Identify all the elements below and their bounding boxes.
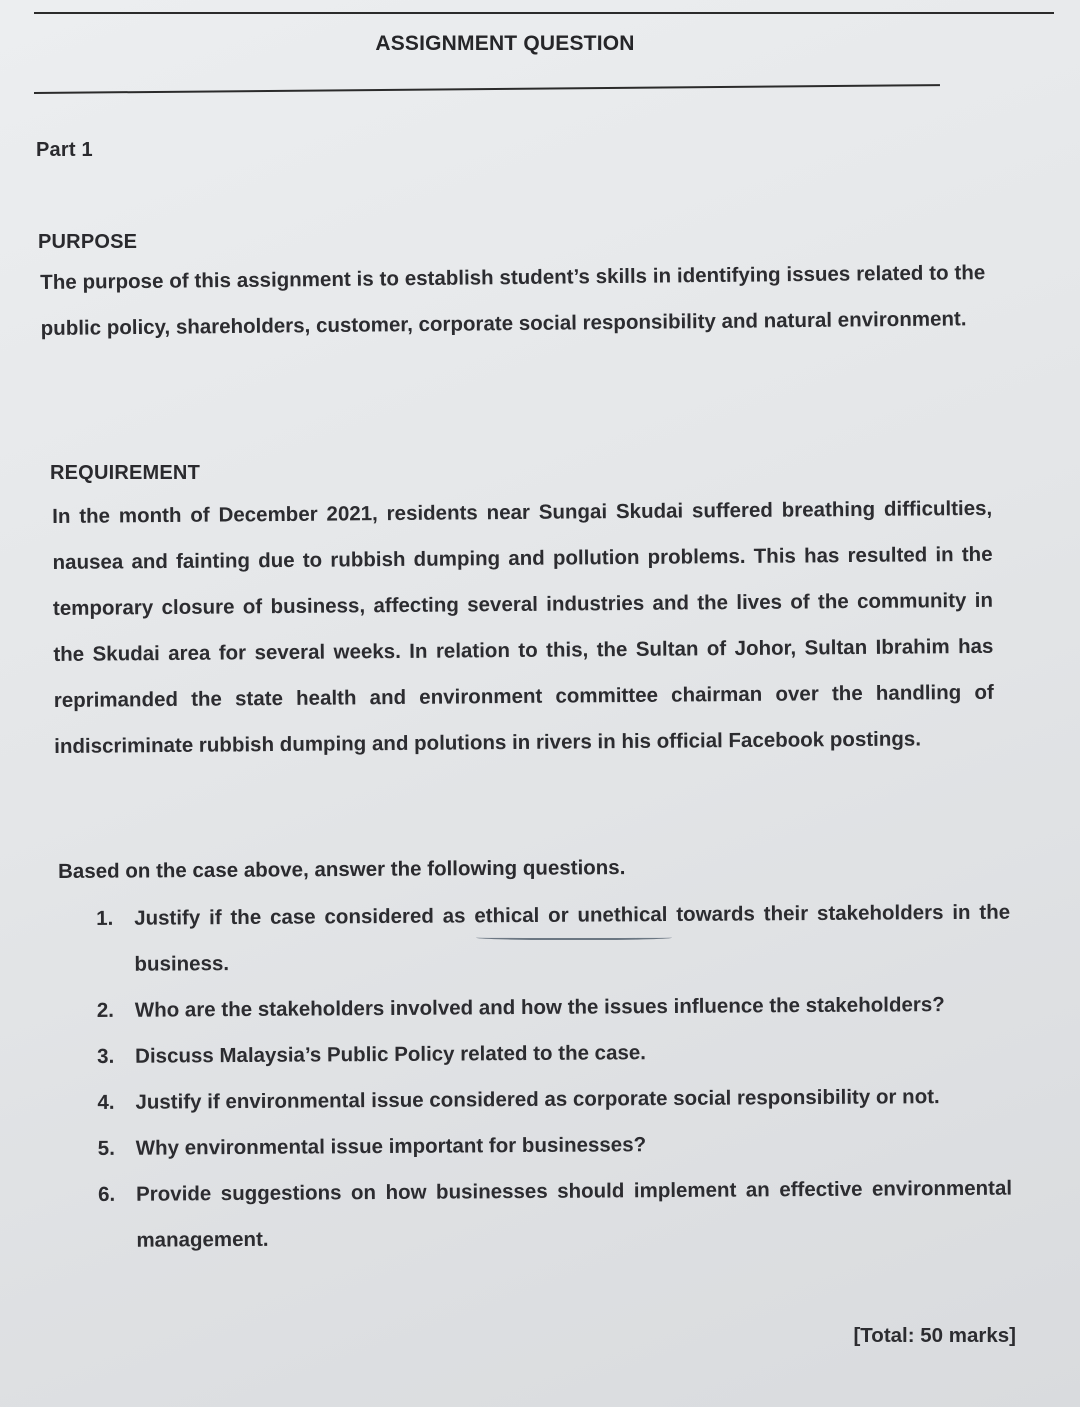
question-number: 1.: [96, 906, 114, 930]
requirement-paragraph: In the month of December 2021, residents near Sungai Skudai suffered breathing difficulties, nausea and fainting due to rubbish dumping and pollution problems. This has resulted in the temporary closure of business, affecting several industries and the lives of the community in the Skudai area for several weeks. In relation to this, the Sultan of Johor, Sultan Ibrahim has reprimanded the state health and environment committee chairman over the handling of indiscriminate rubbish dumping and polutions in rivers in his official Facebook postings.: [52, 496, 994, 758]
question-text: Who are the stakeholders involved and how the issues influence the stakeholders?: [134, 993, 945, 1022]
purpose-heading: PURPOSE: [38, 231, 138, 253]
title-rule: [34, 84, 940, 94]
part-label: Part 1: [36, 139, 93, 161]
question-number: 5.: [97, 1136, 115, 1160]
question-text: Provide suggestions on how businesses should implement an effective environmental management.: [136, 1176, 1013, 1252]
question-list: [96, 890, 1013, 1264]
questions-intro: Based on the case above, answer the following questions.: [58, 856, 626, 883]
list-item: [97, 1074, 1011, 1126]
question-number: 4.: [97, 1090, 115, 1114]
list-item: [97, 1028, 1011, 1080]
purpose-paragraph: The purpose of this assignment is to establish student’s skills in identifying issues related to the public policy, shareholders, customer, corporate social responsibility and natural environment.: [40, 261, 986, 340]
list-item: [98, 1120, 1012, 1172]
list-item: [97, 982, 1011, 1034]
question-text: Justify if the case considered as ethical or unethical towards their stakeholders in the business.: [134, 900, 1011, 976]
question-text: Discuss Malaysia’s Public Policy related to the case.: [135, 1041, 647, 1068]
question-text: Why environmental issue important for businesses?: [135, 1133, 647, 1160]
top-rule: [34, 12, 1054, 14]
question-number: 3.: [97, 1044, 115, 1068]
requirement-heading: REQUIREMENT: [50, 462, 200, 484]
question-number: 6.: [98, 1182, 116, 1206]
total-marks: [Total: 50 marks]: [853, 1324, 1016, 1347]
list-item: [98, 1166, 1013, 1264]
question-text: Justify if environmental issue considered as corporate social responsibility or not.: [135, 1085, 940, 1114]
pen-underline-mark: [476, 934, 672, 940]
page-title: ASSIGNMENT QUESTION: [375, 32, 635, 55]
question-number: 2.: [96, 998, 114, 1022]
